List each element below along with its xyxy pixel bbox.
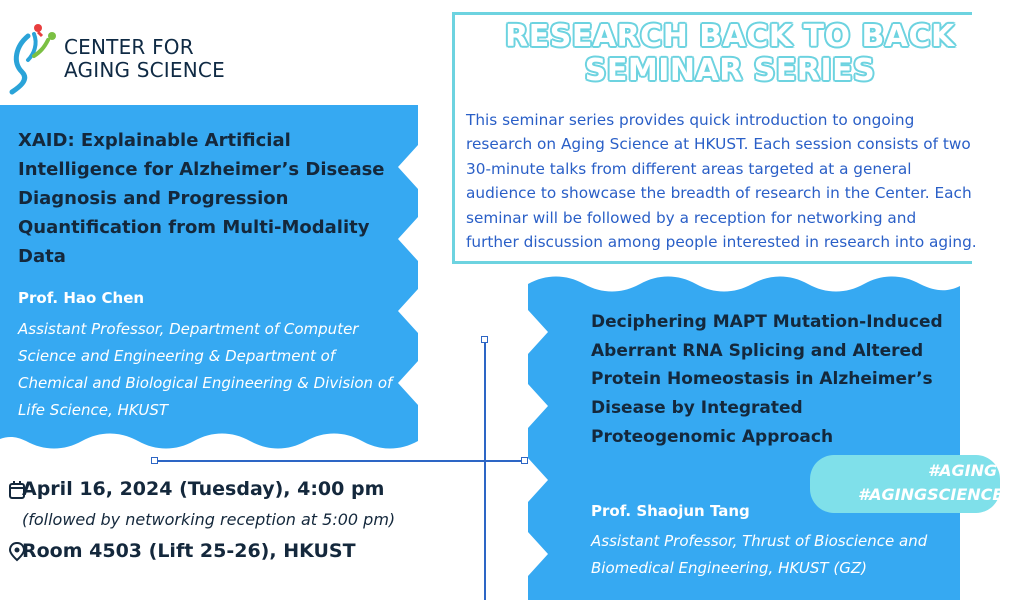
talk1-speaker-role: Assistant Professor, Department of Computer Science and Engineering & Department of Chemical and Biological Engineering & Division of Life Science, HKUST: [18, 320, 393, 419]
talk2-speaker: Prof. Shaojun Tang: [591, 502, 750, 520]
talk2-title: Deciphering MAPT Mutation-Induced Aberrant RNA Splicing and Altered Protein Homeostasis in Alzheimer’s Disease by Integrated Proteogenomic Approach: [591, 312, 943, 447]
talk2-speaker-role: Assistant Professor, Thrust of Bioscience and Biomedical Engineering, HKUST (GZ): [591, 532, 928, 577]
event-date: [22, 478, 384, 500]
center-logo: [8, 22, 248, 92]
calendar-icon: [8, 480, 26, 500]
center-name: [64, 36, 225, 82]
series-title-line-2: SEMINAR SERIES: [584, 53, 876, 88]
event-venue-text: Room 4503 (Lift 25-26), HKUST: [22, 540, 356, 562]
logo-line-1: CENTER FOR: [64, 35, 194, 59]
location-icon: [8, 542, 26, 562]
person-logo-icon: [8, 22, 62, 94]
logo-line-2: AGING SCIENCE: [64, 58, 225, 82]
talk1-title: XAID: Explainable Artificial Intelligence for Alzheimer’s Disease Diagnosis and Progression Quantification from Multi-Modality Data: [18, 130, 385, 267]
description-line: This seminar series provides quick introduction to ongoing: [466, 111, 915, 129]
hashtag: #AGING: [928, 461, 998, 480]
series-title: [450, 20, 1010, 88]
event-note: (followed by networking reception at 5:00 pm): [22, 510, 396, 529]
connector-line: [154, 460, 524, 462]
hashtag: #AGINGSCIENCE: [858, 485, 1004, 504]
event-date-text: April 16, 2024 (Tuesday), 4:00 pm: [22, 478, 385, 500]
connector-node: [481, 336, 488, 343]
series-title-line-1: RESEARCH BACK TO BACK: [505, 19, 955, 54]
description-line: 30-minute talks from different areas targeted at a general: [466, 159, 912, 178]
event-venue: [22, 540, 356, 562]
connector-line: [484, 341, 486, 600]
description-line: audience to showcase the breadth of research in the Center. Each: [466, 184, 972, 203]
description-line: further discussion among people interested in research into aging.: [466, 233, 977, 252]
hashtag-pill: [810, 455, 1004, 513]
series-description: [466, 108, 986, 254]
description-line: research on Aging Science at HKUST. Each session consists of two: [466, 135, 971, 154]
connector-node: [151, 457, 158, 464]
description-line: seminar will be followed by a reception for networking and: [466, 208, 917, 227]
connector-node: [521, 457, 528, 464]
talk1-speaker: Prof. Hao Chen: [18, 289, 145, 307]
